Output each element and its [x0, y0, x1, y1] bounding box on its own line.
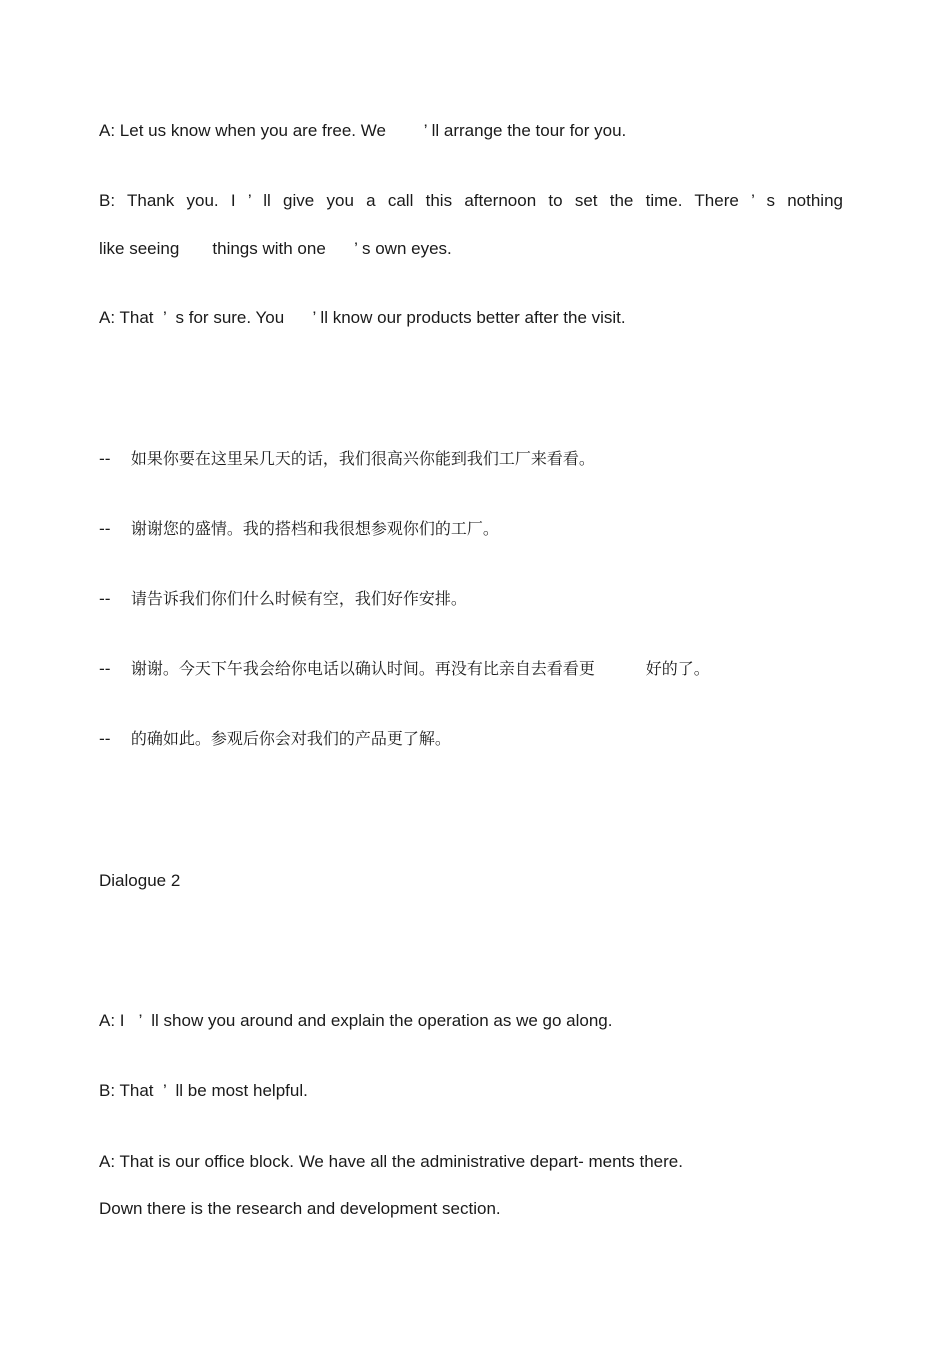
dialogue1-translation-line: -- 谢谢。今天下午我会给你电话以确认时间。再没有比亲自去看看更 好的了。 [99, 659, 710, 678]
dialogue1-translation-line: -- 的确如此。参观后你会对我们的产品更了解。 [99, 729, 451, 748]
dialogue1-translation-line: -- 如果你要在这里呆几天的话，我们很高兴你能到我们工厂来看看。 [99, 449, 595, 468]
dialogue2-line-b-helpful: B: That ’ ll be most helpful. [99, 1081, 308, 1100]
dialogue1-translation-line: -- 请告诉我们你们什么时候有空，我们好作安排。 [99, 589, 467, 608]
dialogue2-line-a-continued: Down there is the research and development section. [99, 1199, 501, 1218]
dialogue2-line-a-show-around: A: I ’ ll show you around and explain the operation as we go along. [99, 1011, 613, 1030]
dialogue2-heading: Dialogue 2 [99, 871, 181, 890]
dialogue2-line-a-office-block: A: That is our office block. We have all the administrative depart- ments there. [99, 1152, 683, 1171]
dialogue1-line-a-tour: A: Let us know when you are free. We ’ ll arrange the tour for you. [99, 121, 627, 140]
dialogue1-line-b-thank-you: B: Thank you. I ’ ll give you a call this afternoon to set the time. There ’ s nothing [99, 191, 843, 210]
dialogue1-translation-line: -- 谢谢您的盛情。我的搭档和我很想参观你们的工厂。 [99, 519, 499, 538]
dialogue1-line-a-sure: A: That ’ s for sure. You ’ ll know our products better after the visit. [99, 308, 626, 327]
dialogue1-line-b-continued: like seeing things with one ’ s own eyes. [99, 239, 452, 258]
